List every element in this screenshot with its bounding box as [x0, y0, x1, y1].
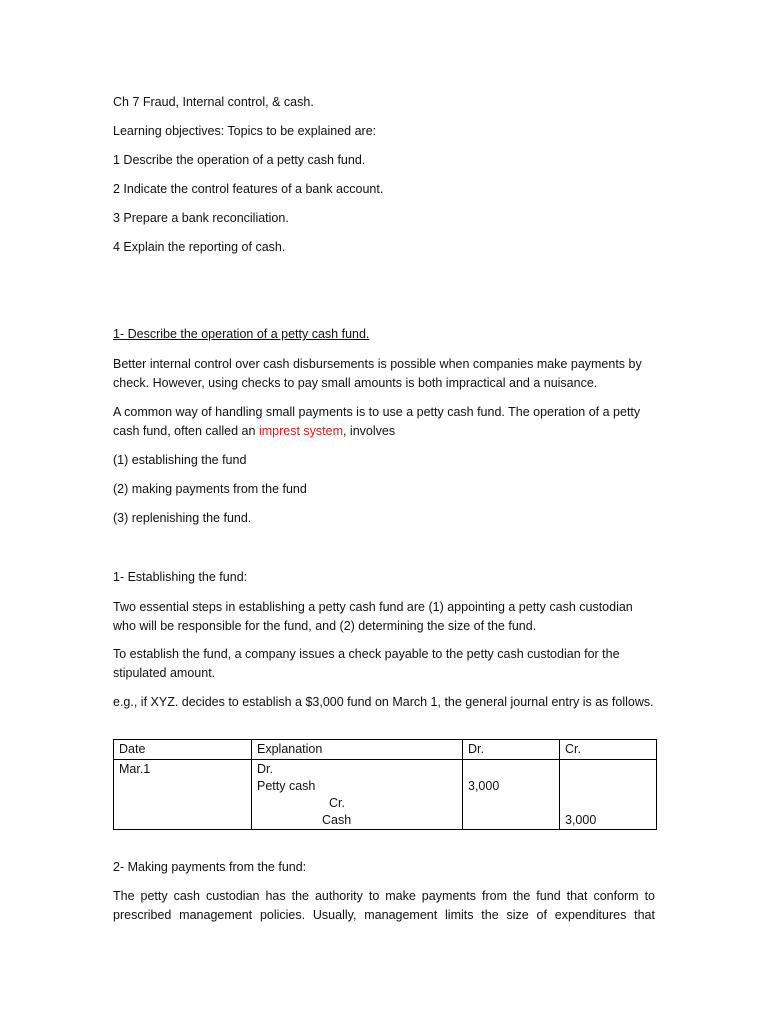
header-date: Date: [114, 740, 252, 760]
payments-paragraph-line-2: prescribed management policies. Usually, management limits the size of expenditures that: [113, 908, 655, 922]
establishing-title: 1- Establishing the fund:: [113, 570, 248, 584]
objective-3: 3 Prepare a bank reconciliation.: [113, 211, 289, 225]
journal-entry-row: [114, 760, 657, 830]
section1-title: 1- Describe the operation of a petty cash fund.: [113, 327, 370, 341]
objective-4: 4 Explain the reporting of cash.: [113, 240, 286, 254]
establishing-paragraph-2: To establish the fund, a company issues a check payable to the petty cash custodian for the stipulated amount.: [113, 647, 620, 680]
objectives-intro: Learning objectives: Topics to be explained are:: [113, 124, 377, 138]
section1-paragraph-2: [113, 403, 655, 441]
establishing-paragraph-3: e.g., if XYZ. decides to establish a $3,000 fund on March 1, the general journal entry is as follows.: [113, 695, 654, 709]
establishing-paragraph-1: Two essential steps in establishing a petty cash fund are (1) appointing a petty cash custodian who will be responsible for the fund, and (2) determining the size of the fund.: [113, 600, 633, 633]
journal-entry-table: [113, 739, 657, 830]
credit-account: Cash: [322, 813, 352, 827]
step-2: (2) making payments from the fund: [113, 482, 307, 496]
entry-explanation-cell: [252, 760, 463, 830]
dr-label: Dr.: [257, 762, 273, 776]
payments-title: 2- Making payments from the fund:: [113, 860, 307, 874]
imprest-system-highlight: imprest system: [258, 424, 343, 438]
header-debit: Dr.: [463, 740, 560, 760]
entry-date: Mar.1: [119, 762, 151, 776]
payments-paragraph-line-1: The petty cash custodian has the authority to make payments from the fund that conform to: [113, 889, 655, 903]
objective-1: 1 Describe the operation of a petty cash fund.: [113, 153, 366, 167]
section1-paragraph-1: Better internal control over cash disbursements is possible when companies make payments by check. However, using checks to pay small amounts is both impractical and a nuisance.: [113, 357, 642, 390]
chapter-title: Ch 7 Fraud, Internal control, & cash.: [113, 95, 314, 109]
step-1: (1) establishing the fund: [113, 453, 247, 467]
step-3: (3) replenishing the fund.: [113, 511, 252, 525]
journal-header-row: [114, 740, 657, 760]
entry-debit-cell: [463, 760, 560, 830]
debit-account: Petty cash: [257, 779, 316, 793]
entry-credit-cell: [560, 760, 657, 830]
credit-amount: 3,000: [565, 813, 597, 827]
cr-label: Cr.: [329, 796, 345, 810]
objective-2: 2 Indicate the control features of a bank account.: [113, 182, 384, 196]
para2-text-end: , involves: [342, 424, 396, 438]
header-credit: Cr.: [560, 740, 657, 760]
header-explanation: Explanation: [252, 740, 463, 760]
para2-text-start: A common way of handling small payments is to use a petty cash fund. The operation of a petty cash fund, often called an: [113, 405, 641, 438]
entry-date-cell: [114, 760, 252, 830]
debit-amount: 3,000: [468, 779, 500, 793]
